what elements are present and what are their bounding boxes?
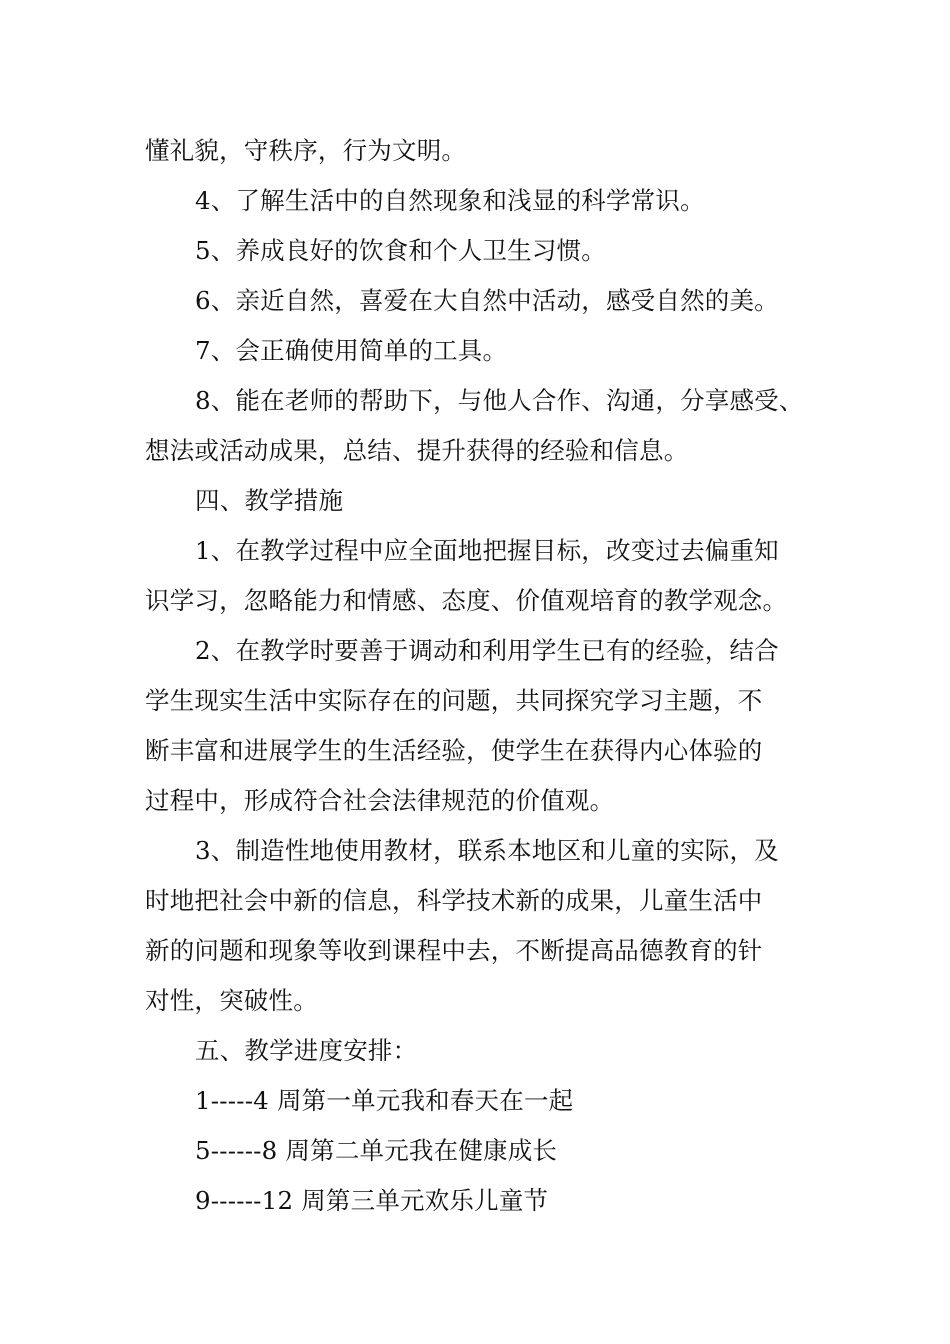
goal-item-7: 7、会正确使用简单的工具。 — [195, 336, 508, 365]
text-line: 断丰富和进展学生的生活经验，使学生在获得内心体验的 — [145, 736, 763, 765]
schedule-item-2: 5------8 周第二单元我在健康成长 — [195, 1136, 558, 1165]
measure-item-2: 2、在教学时要善于调动和利用学生已有的经验，结合 — [195, 636, 779, 665]
text-line: 识学习，忽略能力和情感、态度、价值观培育的教学观念。 — [145, 586, 788, 615]
goal-item-8: 8、能在老师的帮助下，与他人合作、沟通，分享感受、 — [195, 386, 804, 415]
section-heading-measures: 四、教学措施 — [195, 486, 344, 515]
goal-item-6: 6、亲近自然，喜爱在大自然中活动，感受自然的美。 — [195, 286, 779, 315]
document-body — [145, 126, 815, 1226]
text-line: 过程中，形成符合社会法律规范的价值观。 — [145, 786, 615, 815]
measure-item-3: 3、制造性地使用教材，联系本地区和儿童的实际，及 — [195, 836, 779, 865]
text-line: 时地把社会中新的信息，科学技术新的成果，儿童生活中 — [145, 886, 763, 915]
text-line: 想法或活动成果，总结、提升获得的经验和信息。 — [145, 436, 689, 465]
goal-item-4: 4、了解生活中的自然现象和浅显的科学常识。 — [195, 186, 705, 215]
measure-item-1: 1、在教学过程中应全面地把握目标，改变过去偏重知 — [195, 536, 779, 565]
text-line: 对性，突破性。 — [145, 986, 318, 1015]
section-heading-schedule: 五、教学进度安排： — [195, 1036, 418, 1065]
schedule-item-1: 1-----4 周第一单元我和春天在一起 — [195, 1086, 574, 1115]
text-line: 学生现实生活中实际存在的问题，共同探究学习主题，不 — [145, 686, 763, 715]
schedule-item-3: 9------12 周第三单元欢乐儿童节 — [195, 1186, 549, 1215]
text-line: 懂礼貌，守秩序，行为文明。 — [145, 136, 467, 165]
text-line: 新的问题和现象等收到课程中去，不断提高品德教育的针 — [145, 936, 763, 965]
goal-item-5: 5、养成良好的饮食和个人卫生习惯。 — [195, 236, 606, 265]
